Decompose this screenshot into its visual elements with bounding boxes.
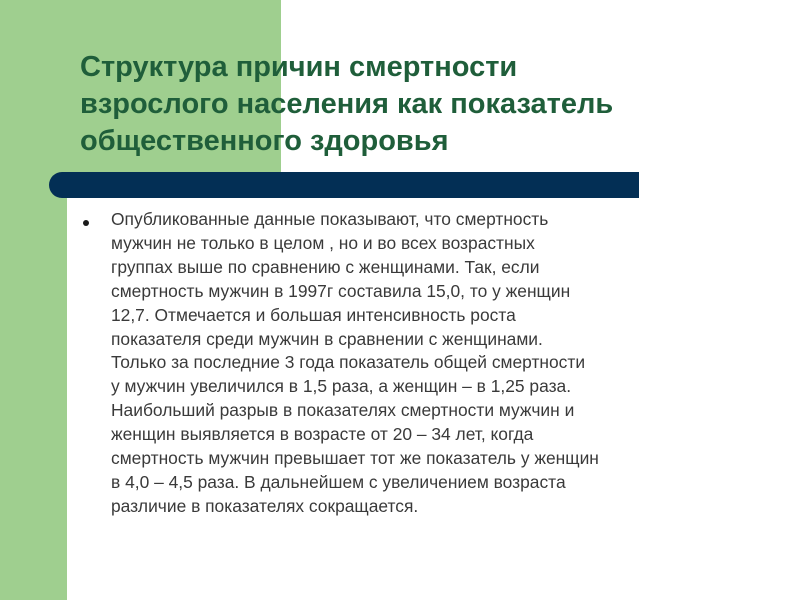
bullet-paragraph xyxy=(111,208,751,519)
title-line: общественного здоровья xyxy=(80,125,449,157)
paragraph-line: Наибольший разрыв в показателях смертности мужчин и xyxy=(111,400,575,421)
paragraph-line: 12,7. Отмечается и большая интенсивность роста xyxy=(111,304,516,325)
slide-title xyxy=(80,49,780,160)
title-line: Структура причин смертности xyxy=(80,51,518,83)
title-divider-bar xyxy=(49,172,639,198)
bullet-dot-icon xyxy=(83,220,89,226)
paragraph-line: показателя среди мужчин в сравнении с женщинами. xyxy=(111,328,543,349)
side-accent-band xyxy=(0,0,67,600)
paragraph-line: различие в показателях сокращается. xyxy=(111,495,419,516)
title-line: взрослого населения как показатель xyxy=(80,88,614,120)
paragraph-line: мужчин не только в целом , но и во всех возрастных xyxy=(111,232,535,253)
paragraph-line: в 4,0 – 4,5 раза. В дальнейшем с увеличением возраста xyxy=(111,471,566,492)
paragraph-line: смертность мужчин в 1997г составила 15,0, то у женщин xyxy=(111,280,571,301)
paragraph-line: женщин выявляется в возрасте от 20 – 34 лет, когда xyxy=(111,424,534,445)
paragraph-line: Опубликованные данные показывают, что смертность xyxy=(111,209,549,229)
paragraph-line: Только за последние 3 года показатель общей смертности xyxy=(111,352,586,373)
paragraph-line: смертность мужчин превышает тот же показатель у женщин xyxy=(111,448,599,469)
paragraph-line: группах выше по сравнению с женщинами. Так, если xyxy=(111,256,540,277)
paragraph-line: у мужчин увеличился в 1,5 раза, а женщин – в 1,25 раза. xyxy=(111,376,572,397)
